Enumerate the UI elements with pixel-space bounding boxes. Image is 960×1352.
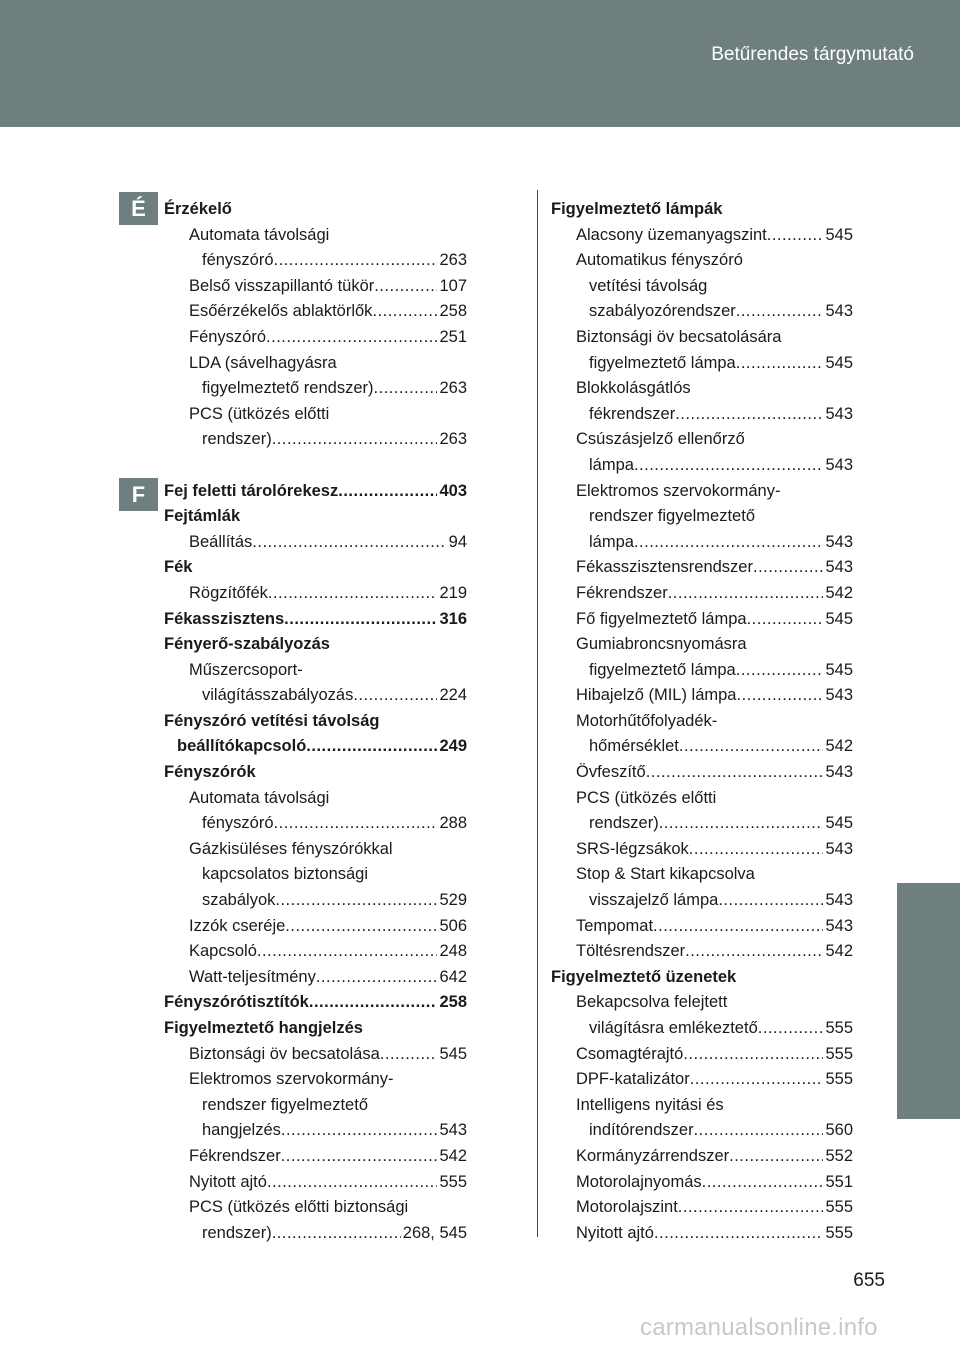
- dot-leader: [654, 1221, 824, 1247]
- index-entry: [551, 683, 853, 709]
- page-reference: 403: [439, 481, 467, 500]
- column-divider: [537, 190, 538, 1237]
- entry-text: beállítókapcsoló: [177, 737, 307, 756]
- dot-leader: [285, 914, 437, 940]
- page-reference: 268, 545: [402, 1223, 467, 1242]
- entry-text: vetítési távolság: [589, 276, 708, 295]
- dot-leader: [683, 1042, 823, 1068]
- page-reference: 248: [439, 942, 467, 961]
- dot-leader: [736, 683, 823, 709]
- page-reference: 219: [439, 583, 467, 602]
- index-entry: [164, 683, 467, 709]
- index-entry: [551, 274, 853, 300]
- page-reference: 555: [825, 1070, 853, 1089]
- dot-leader: [281, 1144, 438, 1170]
- entry-text: Műszercsoport-: [189, 660, 303, 679]
- entry-text: Izzók cseréje: [189, 916, 286, 935]
- page-reference: 545: [825, 814, 853, 833]
- index-entry: [551, 1042, 853, 1068]
- entry-text: Nyitott ajtó: [189, 1172, 267, 1191]
- entry-text: rendszer): [202, 1223, 272, 1242]
- page-reference: 258: [439, 993, 467, 1012]
- page-reference: 543: [825, 916, 853, 935]
- entry-text: Rögzítőfék: [189, 583, 268, 602]
- index-entry: [164, 811, 467, 837]
- index-entry: [551, 1118, 853, 1144]
- index-entry: [164, 581, 467, 607]
- index-entry: [164, 299, 467, 325]
- chapter-side-tab: [897, 883, 960, 1119]
- entry-text: fényszóró: [202, 814, 274, 833]
- entry-text: Motorolajnyomás: [576, 1172, 702, 1191]
- index-entry: [164, 658, 467, 684]
- entry-text: PCS (ütközés előtti: [189, 404, 330, 423]
- entry-text: PCS (ütközés előtti biztonsági: [189, 1198, 409, 1217]
- entry-text: Fényszóró: [189, 327, 267, 346]
- page-reference: 545: [825, 225, 853, 244]
- index-entry: [164, 351, 467, 377]
- dot-leader: [353, 683, 437, 709]
- index-entry-heading: [164, 479, 467, 505]
- entry-text: rendszer): [202, 430, 272, 449]
- index-entry: [164, 274, 467, 300]
- entry-text: világításszabályozás: [202, 686, 354, 705]
- dot-leader: [257, 939, 438, 965]
- index-entry: [551, 376, 853, 402]
- entry-text: világításra emlékeztető: [589, 1019, 758, 1037]
- index-entry: [164, 837, 467, 863]
- page-reference: 545: [825, 660, 853, 679]
- entry-text: Esőérzékelős ablaktörlők: [189, 302, 373, 321]
- entry-text: rendszer figyelmeztető: [589, 507, 755, 526]
- index-column-right: [551, 197, 853, 1246]
- index-entry: [551, 1093, 853, 1119]
- page-reference: 529: [439, 891, 467, 910]
- index-entry-heading: [164, 734, 467, 760]
- dot-leader: [736, 299, 824, 325]
- entry-text: fényszóró: [202, 251, 274, 270]
- entry-text: figyelmeztető lámpa: [589, 353, 736, 372]
- page-reference: 94: [448, 532, 467, 551]
- index-entry: [551, 427, 853, 453]
- dot-leader: [646, 760, 824, 786]
- page-reference: 263: [439, 251, 467, 270]
- entry-text: kapcsolatos biztonsági: [202, 865, 369, 884]
- entry-text: lámpa: [589, 532, 634, 551]
- page-reference: 552: [825, 1146, 853, 1165]
- dot-leader: [306, 734, 437, 760]
- entry-text: Automata távolsági: [189, 225, 330, 244]
- index-column-left: [164, 197, 467, 1246]
- page-reference: 543: [825, 763, 853, 782]
- index-entry-heading: [551, 965, 853, 991]
- entry-text: indítórendszer: [589, 1121, 694, 1140]
- dot-leader: [685, 939, 823, 965]
- index-entry: [551, 530, 853, 556]
- page-reference: 551: [825, 1172, 853, 1191]
- index-entry: [551, 734, 853, 760]
- page-reference: 555: [439, 1172, 467, 1191]
- dot-leader: [729, 1144, 823, 1170]
- entry-text: Alacsony üzemanyagszint: [576, 225, 767, 244]
- index-entry: [164, 1042, 467, 1068]
- entry-text: Stop & Start kikapcsolva: [576, 865, 755, 884]
- index-entry: [164, 1067, 467, 1093]
- index-entry: [551, 811, 853, 837]
- dot-leader: [267, 1170, 438, 1196]
- index-entry: [551, 248, 853, 274]
- dot-leader: [316, 965, 438, 991]
- index-entry: [551, 1144, 853, 1170]
- dot-leader: [679, 734, 824, 760]
- entry-text: visszajelző lámpa: [589, 891, 719, 910]
- entry-text: szabályok: [202, 891, 276, 910]
- index-entry-heading: [551, 197, 853, 223]
- index-entry: [164, 1118, 467, 1144]
- index-entry: [164, 402, 467, 428]
- entry-text: Kapcsoló: [189, 942, 257, 961]
- index-entry: [164, 888, 467, 914]
- index-entry: [551, 1195, 853, 1221]
- dot-leader: [689, 837, 824, 863]
- dot-leader: [266, 325, 437, 351]
- entry-text: Gumiabroncsnyomásra: [576, 635, 747, 654]
- dot-leader: [659, 811, 824, 837]
- page-reference: 249: [439, 737, 467, 756]
- index-entry: [551, 581, 853, 607]
- entry-text: LDA (sávelhagyásra: [189, 353, 337, 372]
- index-entry: [164, 786, 467, 812]
- entry-text: Töltésrendszer: [576, 942, 686, 961]
- index-entry: [164, 965, 467, 991]
- dot-leader: [694, 1118, 824, 1144]
- entry-text: Csomagtérajtó: [576, 1044, 684, 1063]
- entry-text: Watt-teljesítmény: [189, 967, 316, 986]
- page-title: Betűrendes tárgymutató: [711, 44, 914, 65]
- index-entry: [164, 1170, 467, 1196]
- dot-leader: [702, 1170, 824, 1196]
- spacer: [164, 453, 467, 479]
- page-reference: 251: [439, 327, 467, 346]
- entry-text: Fékrendszer: [576, 583, 668, 602]
- index-entry-heading: [164, 555, 467, 581]
- index-entry-heading: [164, 632, 467, 658]
- index-entry: [164, 1093, 467, 1119]
- entry-text: Bekapcsolva felejtett: [576, 993, 728, 1012]
- dot-leader: [272, 1221, 401, 1247]
- index-entry: [551, 862, 853, 888]
- index-entry-heading: [164, 504, 467, 530]
- index-entry: [551, 914, 853, 940]
- index-entry: [164, 223, 467, 249]
- dot-leader: [668, 581, 824, 607]
- entry-text: Érzékelő: [164, 200, 232, 218]
- entry-text: SRS-légzsákok: [576, 839, 689, 858]
- entry-text: PCS (ütközés előtti: [576, 788, 717, 807]
- page-reference: 263: [439, 430, 467, 449]
- page-reference: 543: [439, 1121, 467, 1140]
- entry-text: rendszer): [589, 814, 659, 833]
- page-number: 655: [853, 1270, 885, 1291]
- entry-text: Figyelmeztető hangjelzés: [164, 1019, 363, 1037]
- index-entry: [551, 223, 853, 249]
- index-entry: [164, 376, 467, 402]
- index-entry: [551, 453, 853, 479]
- entry-text: Fejtámlák: [164, 507, 241, 526]
- dot-leader: [653, 914, 823, 940]
- index-entry: [551, 325, 853, 351]
- entry-text: Fényszóró vetítési távolság: [164, 711, 380, 730]
- page-reference: 543: [825, 404, 853, 423]
- entry-text: fékrendszer: [589, 404, 676, 423]
- index-entry: [164, 530, 467, 556]
- index-entry: [551, 632, 853, 658]
- page-reference: 506: [439, 916, 467, 935]
- entry-text: Elektromos szervokormány-: [189, 1070, 394, 1089]
- page-reference: 543: [825, 891, 853, 910]
- entry-text: Nyitott ajtó: [576, 1223, 654, 1242]
- entry-text: figyelmeztető lámpa: [589, 660, 736, 679]
- dot-leader: [309, 990, 438, 1016]
- index-entry: [551, 837, 853, 863]
- page-reference: 542: [825, 737, 853, 756]
- entry-text: Elektromos szervokormány-: [576, 481, 781, 500]
- dot-leader: [281, 1118, 438, 1144]
- dot-leader: [268, 581, 438, 607]
- entry-text: Fékrendszer: [189, 1146, 281, 1165]
- dot-leader: [747, 607, 824, 633]
- header-bar: [0, 0, 960, 127]
- page-reference: 258: [439, 302, 467, 321]
- page-reference: 543: [825, 302, 853, 321]
- dot-leader: [272, 427, 438, 453]
- dot-leader: [753, 555, 823, 581]
- index-entry-heading: [164, 607, 467, 633]
- entry-text: Beállítás: [189, 532, 253, 551]
- dot-leader: [758, 1016, 824, 1042]
- index-entry: [551, 1170, 853, 1196]
- page-reference: 555: [825, 1223, 853, 1242]
- dot-leader: [284, 607, 437, 633]
- entry-text: rendszer figyelmeztető: [202, 1095, 368, 1114]
- index-entry: [551, 299, 853, 325]
- entry-text: Blokkolásgátlós: [576, 379, 691, 398]
- entry-text: DPF-katalizátor: [576, 1070, 690, 1089]
- dot-leader: [634, 530, 824, 556]
- index-entry: [551, 504, 853, 530]
- entry-text: lámpa: [589, 455, 634, 474]
- watermark: carmanualsonline.info: [640, 1314, 878, 1341]
- page-reference: 543: [825, 558, 853, 577]
- dot-leader: [678, 1195, 824, 1221]
- index-entry-heading: [164, 990, 467, 1016]
- index-entry: [551, 479, 853, 505]
- entry-text: Belső visszapillantó tükör: [189, 276, 375, 295]
- page-reference: 555: [825, 1044, 853, 1063]
- index-entry: [164, 1144, 467, 1170]
- page-reference: 545: [825, 609, 853, 628]
- index-entry: [551, 1067, 853, 1093]
- index-entry: [551, 607, 853, 633]
- index-entry: [551, 1016, 853, 1042]
- index-entry: [164, 939, 467, 965]
- dot-leader: [736, 658, 824, 684]
- page-reference: 543: [825, 455, 853, 474]
- dot-leader: [372, 299, 437, 325]
- page-reference: 224: [439, 686, 467, 705]
- entry-text: Fej feletti tárolórekesz: [164, 481, 339, 500]
- entry-text: hangjelzés: [202, 1121, 281, 1140]
- entry-text: Csúszásjelző ellenőrző: [576, 430, 745, 449]
- entry-text: Fő figyelmeztető lámpa: [576, 609, 747, 628]
- page-reference: 288: [439, 814, 467, 833]
- page-reference: 545: [439, 1044, 467, 1063]
- page-reference: 542: [825, 583, 853, 602]
- dot-leader: [274, 248, 438, 274]
- page-reference: 316: [439, 609, 467, 628]
- entry-text: Fényszórók: [164, 763, 256, 782]
- dot-leader: [718, 888, 823, 914]
- index-entry: [164, 862, 467, 888]
- page-reference: 542: [439, 1146, 467, 1165]
- dot-leader: [252, 530, 446, 556]
- index-entry: [164, 1221, 467, 1247]
- page-reference: 560: [825, 1121, 853, 1140]
- entry-text: Fék: [164, 558, 193, 577]
- dot-leader: [690, 1067, 824, 1093]
- entry-text: Tempomat: [576, 916, 654, 935]
- index-entry: [551, 709, 853, 735]
- dot-leader: [675, 402, 823, 428]
- page-reference: 542: [825, 942, 853, 961]
- index-entry: [164, 427, 467, 453]
- entry-text: Figyelmeztető üzenetek: [551, 967, 737, 986]
- index-entry: [164, 325, 467, 351]
- entry-text: figyelmeztető rendszer): [202, 379, 374, 398]
- entry-text: Motorhűtőfolyadék-: [576, 711, 718, 730]
- entry-text: Biztonsági öv becsatolása: [189, 1044, 380, 1063]
- section-letter-e: É: [119, 192, 158, 225]
- dot-leader: [275, 888, 437, 914]
- entry-text: Övfeszítő: [576, 763, 646, 782]
- dot-leader: [634, 453, 824, 479]
- index-entry: [164, 914, 467, 940]
- page-reference: 543: [825, 686, 853, 705]
- entry-text: Intelligens nyitási és: [576, 1095, 724, 1114]
- entry-text: Fékasszisztens: [164, 609, 285, 628]
- index-entry: [551, 555, 853, 581]
- entry-text: szabályozórendszer: [589, 302, 736, 321]
- section-letter-f: F: [119, 478, 158, 511]
- dot-leader: [380, 1042, 438, 1068]
- index-entry-heading: [164, 1016, 467, 1042]
- page-reference: 555: [825, 1198, 853, 1217]
- dot-leader: [767, 223, 824, 249]
- page-reference: 545: [825, 353, 853, 372]
- page-reference: 543: [825, 532, 853, 551]
- entry-text: Figyelmeztető lámpák: [551, 200, 723, 218]
- index-entry: [164, 1195, 467, 1221]
- index-entry: [551, 658, 853, 684]
- index-entry: [551, 1221, 853, 1247]
- entry-text: Fényszórótisztítók: [164, 993, 309, 1012]
- index-entry: [551, 888, 853, 914]
- entry-text: Fékasszisztensrendszer: [576, 558, 753, 577]
- dot-leader: [374, 376, 438, 402]
- dot-leader: [736, 351, 824, 377]
- index-entry: [551, 990, 853, 1016]
- index-entry: [551, 760, 853, 786]
- index-entry-heading: [164, 760, 467, 786]
- entry-text: Motorolajszint: [576, 1198, 678, 1217]
- dot-leader: [274, 811, 438, 837]
- index-entry: [551, 939, 853, 965]
- entry-text: hőmérséklet: [589, 737, 679, 756]
- page-reference: 543: [825, 839, 853, 858]
- entry-text: Hibajelző (MIL) lámpa: [576, 686, 737, 705]
- index-entry: [164, 248, 467, 274]
- page-reference: 642: [439, 967, 467, 986]
- index-entry: [551, 786, 853, 812]
- index-entry-heading: [164, 709, 467, 735]
- entry-text: Automata távolsági: [189, 788, 330, 807]
- page-reference: 555: [825, 1019, 853, 1037]
- page-reference: 263: [439, 379, 467, 398]
- dot-leader: [374, 274, 437, 300]
- entry-text: Gázkisüléses fényszórókkal: [189, 839, 393, 858]
- entry-text: Fényerő-szabályozás: [164, 635, 330, 654]
- index-entry-heading: [164, 197, 467, 223]
- entry-text: Biztonsági öv becsatolására: [576, 327, 782, 346]
- index-entry: [551, 402, 853, 428]
- index-entry: [551, 351, 853, 377]
- entry-text: Automatikus fényszóró: [576, 251, 743, 270]
- entry-text: Kormányzárrendszer: [576, 1146, 730, 1165]
- dot-leader: [338, 479, 437, 505]
- page-reference: 107: [439, 276, 467, 295]
